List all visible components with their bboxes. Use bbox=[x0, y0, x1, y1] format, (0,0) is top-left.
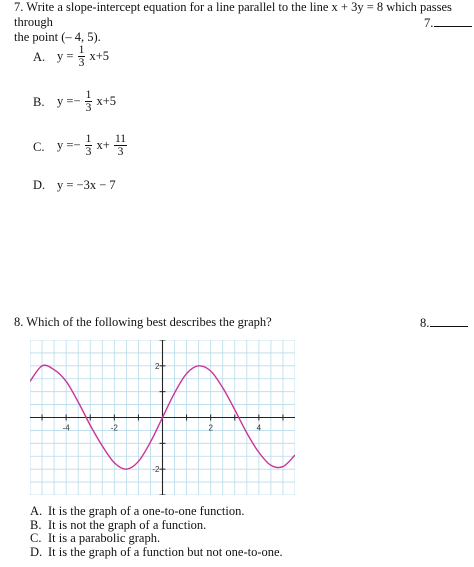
choice-d-letter: D. bbox=[30, 544, 43, 559]
choice-b[interactable] bbox=[30, 519, 283, 533]
option-c-equation bbox=[57, 133, 177, 158]
question-8-text: 8. Which of the following best describes the graph? bbox=[14, 315, 272, 329]
x-tick-label: -2 bbox=[110, 423, 118, 433]
option-b-equation bbox=[57, 89, 157, 114]
choice-c-text: It is a parabolic graph. bbox=[48, 531, 161, 545]
option-c-fraction-1 bbox=[85, 133, 93, 158]
x-tick-label: -4 bbox=[62, 423, 70, 433]
sine-graph bbox=[30, 340, 295, 495]
question-7-text bbox=[14, 0, 474, 45]
option-b-den: 3 bbox=[85, 102, 92, 114]
choice-c-letter: C. bbox=[30, 531, 42, 545]
option-b-letter: B. bbox=[33, 95, 45, 109]
option-a-rest: x+5 bbox=[89, 49, 109, 63]
choice-a[interactable] bbox=[30, 505, 283, 519]
y-tick-label: 2 bbox=[155, 361, 160, 371]
option-a-letter: A. bbox=[33, 50, 46, 64]
question-7-line-1: 7. Write a slope-intercept equation for a line parallel to the line x + 3y = 8 which passes through bbox=[14, 0, 452, 29]
y-tick-label: -2 bbox=[152, 465, 160, 475]
option-b-num: 1 bbox=[85, 89, 92, 101]
option-c-fraction-2 bbox=[114, 133, 127, 158]
option-c-lhs: y = bbox=[57, 138, 74, 152]
option-b-fraction bbox=[85, 89, 93, 114]
choice-d-text: It is the graph of a function but not one-to-one. bbox=[48, 544, 283, 559]
choice-a-letter: A. bbox=[30, 504, 43, 518]
option-a-fraction bbox=[78, 44, 86, 69]
option-a-lhs: y = bbox=[57, 49, 74, 63]
option-b-rest: x+5 bbox=[96, 94, 117, 108]
option-d-letter: D. bbox=[33, 178, 46, 192]
option-c-num-2: 11 bbox=[114, 133, 127, 145]
option-a-den: 3 bbox=[78, 57, 85, 69]
option-b-lhs: y = bbox=[57, 94, 74, 108]
answer-blank-7[interactable] bbox=[424, 15, 472, 31]
x-tick-label: 4 bbox=[256, 423, 262, 433]
option-c-den-1: 3 bbox=[85, 146, 92, 158]
option-c-num-1: 1 bbox=[85, 133, 92, 145]
option-c-sign: − bbox=[73, 138, 81, 152]
option-a-equation bbox=[57, 44, 147, 69]
answer-8-label: 8. bbox=[420, 316, 430, 330]
question-7-line-2: the point (– 4, 5). bbox=[14, 30, 101, 44]
question-8-choices bbox=[30, 505, 283, 559]
choice-b-text: It is not the graph of a function. bbox=[48, 517, 207, 532]
option-a-num: 1 bbox=[78, 44, 85, 56]
choice-b-letter: B. bbox=[30, 517, 42, 532]
x-tick-label: 2 bbox=[208, 423, 213, 433]
option-c-rest: x+ bbox=[96, 138, 110, 152]
choice-a-text: It is the graph of a one-to-one function. bbox=[48, 504, 245, 518]
answer-blank-8[interactable] bbox=[420, 315, 468, 331]
option-c-letter: C. bbox=[33, 140, 45, 154]
option-d-equation: y = −3x − 7 bbox=[57, 178, 116, 192]
option-c-den-2: 3 bbox=[114, 145, 127, 158]
choice-c[interactable] bbox=[30, 532, 283, 546]
option-b-sign: − bbox=[73, 94, 81, 108]
choice-d[interactable] bbox=[30, 546, 283, 560]
answer-7-label: 7. bbox=[424, 16, 434, 30]
